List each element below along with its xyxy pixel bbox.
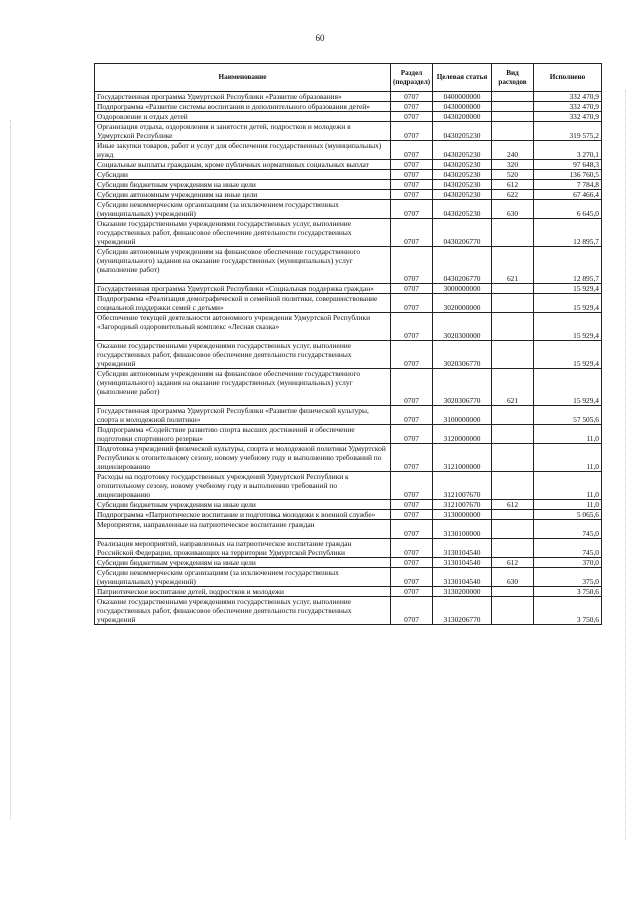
row-expense-cell	[492, 122, 534, 141]
row-amount-cell: 3 750,6	[534, 587, 602, 597]
row-expense-cell	[492, 472, 534, 500]
row-amount-cell: 11,0	[534, 472, 602, 500]
row-amount-cell: 745,0	[534, 520, 602, 539]
header-section: Раздел (подраздел)	[391, 64, 433, 92]
header-name: Наименование	[95, 64, 391, 92]
row-section-cell: 0707	[391, 247, 433, 284]
row-section-cell: 0707	[391, 472, 433, 500]
table-header-row	[95, 64, 602, 92]
row-expense-cell	[492, 294, 534, 313]
right-margin-dots	[625, 90, 626, 840]
row-article-cell: 3130104540	[433, 558, 492, 568]
row-name-cell: Подпрограмма «Развитие системы воспитания и дополнительного образования детей»	[95, 102, 391, 112]
table-row	[95, 122, 602, 141]
row-amount-cell: 15 929,4	[534, 369, 602, 406]
row-expense-cell	[492, 341, 534, 369]
row-name-cell: Субсидии автономным учреждениям на финансовое обеспечение государственного (муниципального) задания на оказание государственных (муниципальных) услуг (выполнение работ)	[95, 247, 391, 284]
row-expense-cell: 621	[492, 369, 534, 406]
table-row	[95, 160, 602, 170]
row-expense-cell	[492, 539, 534, 558]
table-body	[95, 92, 602, 625]
row-name-cell: Реализация мероприятий, направленных на патриотическое воспитание граждан Российской Федерации, проживающих на территории Удмуртской Республики	[95, 539, 391, 558]
row-section-cell: 0707	[391, 190, 433, 200]
table-row	[95, 341, 602, 369]
table-row	[95, 500, 602, 510]
row-amount-cell: 97 648,3	[534, 160, 602, 170]
row-section-cell: 0707	[391, 406, 433, 425]
row-article-cell: 3020306770	[433, 341, 492, 369]
row-expense-cell	[492, 510, 534, 520]
row-section-cell: 0707	[391, 92, 433, 102]
row-amount-cell: 12 895,7	[534, 247, 602, 284]
row-expense-cell	[492, 313, 534, 341]
header-article: Целевая статья	[433, 64, 492, 92]
row-section-cell: 0707	[391, 294, 433, 313]
row-name-cell: Государственная программа Удмуртской Республики «Социальная поддержка граждан»	[95, 284, 391, 294]
row-article-cell: 0430000000	[433, 102, 492, 112]
row-section-cell: 0707	[391, 200, 433, 219]
row-amount-cell: 12 895,7	[534, 219, 602, 247]
row-section-cell: 0707	[391, 341, 433, 369]
row-name-cell: Организация отдыха, оздоровления и занятости детей, подростков и молодежи в Удмуртской Республике	[95, 122, 391, 141]
page-number: 60	[315, 33, 325, 43]
table-row	[95, 444, 602, 472]
row-amount-cell: 136 760,5	[534, 170, 602, 180]
row-amount-cell: 57 505,6	[534, 406, 602, 425]
row-section-cell: 0707	[391, 160, 433, 170]
row-expense-cell: 520	[492, 170, 534, 180]
table-row	[95, 102, 602, 112]
table-row	[95, 294, 602, 313]
row-amount-cell: 7 784,8	[534, 180, 602, 190]
row-section-cell: 0707	[391, 313, 433, 341]
row-expense-cell	[492, 520, 534, 539]
row-section-cell: 0707	[391, 284, 433, 294]
table-row	[95, 92, 602, 102]
row-amount-cell: 15 929,4	[534, 341, 602, 369]
row-name-cell: Субсидии бюджетным учреждениям на иные цели	[95, 500, 391, 510]
row-article-cell: 3130000000	[433, 510, 492, 520]
table-row	[95, 472, 602, 500]
row-article-cell: 0430205230	[433, 170, 492, 180]
header-expense: Вид расходов	[492, 64, 534, 92]
row-amount-cell: 11,0	[534, 500, 602, 510]
row-name-cell: Субсидии автономным учреждениям на иные цели	[95, 190, 391, 200]
row-amount-cell: 5 065,6	[534, 510, 602, 520]
row-article-cell: 0430206770	[433, 219, 492, 247]
row-section-cell: 0707	[391, 141, 433, 160]
row-name-cell: Субсидии	[95, 170, 391, 180]
row-article-cell: 0430205230	[433, 190, 492, 200]
row-name-cell: Субсидии автономным учреждениям на финансовое обеспечение государственного (муниципального) задания на оказание государственных (муниципальных) услуг (выполнение работ)	[95, 369, 391, 406]
row-section-cell: 0707	[391, 539, 433, 558]
row-name-cell: Мероприятия, направленные на патриотическое воспитание граждан	[95, 520, 391, 539]
row-name-cell: Расходы на подготовку государственных учреждений Удмуртской Республики к отопительному сезону, новому учебному году и выполнению требований по лицензированию	[95, 472, 391, 500]
row-section-cell: 0707	[391, 170, 433, 180]
row-section-cell: 0707	[391, 112, 433, 122]
row-article-cell: 0430205230	[433, 180, 492, 190]
row-article-cell: 3121007670	[433, 500, 492, 510]
row-section-cell: 0707	[391, 425, 433, 444]
row-section-cell: 0707	[391, 510, 433, 520]
row-expense-cell: 612	[492, 558, 534, 568]
budget-execution-table	[94, 63, 602, 625]
row-name-cell: Субсидии бюджетным учреждениям на иные цели	[95, 180, 391, 190]
row-expense-cell	[492, 102, 534, 112]
row-name-cell: Оказание государственными учреждениями государственных услуг, выполнение государственных работ, финансовое обеспечение деятельности государственных учреждений	[95, 219, 391, 247]
row-section-cell: 0707	[391, 444, 433, 472]
row-section-cell: 0707	[391, 520, 433, 539]
row-section-cell: 0707	[391, 180, 433, 190]
row-name-cell: Субсидии некоммерческим организациям (за исключением государственных (муниципальных) учреждений)	[95, 568, 391, 587]
row-name-cell: Подпрограмма «Содействие развитию спорта высших достижений и обеспечение подготовки спортивного резерва»	[95, 425, 391, 444]
row-expense-cell	[492, 597, 534, 625]
table-row	[95, 141, 602, 160]
row-amount-cell: 745,0	[534, 539, 602, 558]
table-row	[95, 425, 602, 444]
row-article-cell: 3121007670	[433, 472, 492, 500]
row-name-cell: Субсидии некоммерческим организациям (за исключением государственных (муниципальных) учреждений)	[95, 200, 391, 219]
row-expense-cell	[492, 444, 534, 472]
row-section-cell: 0707	[391, 102, 433, 112]
row-article-cell: 3020300000	[433, 313, 492, 341]
row-expense-cell: 630	[492, 200, 534, 219]
table-row	[95, 190, 602, 200]
row-amount-cell: 319 575,2	[534, 122, 602, 141]
row-expense-cell: 320	[492, 160, 534, 170]
table-row	[95, 180, 602, 190]
table-row	[95, 568, 602, 587]
row-article-cell: 3130206770	[433, 597, 492, 625]
row-name-cell: Оказание государственными учреждениями государственных услуг, выполнение государственных работ, финансовое обеспечение деятельности государственных учреждений	[95, 597, 391, 625]
row-article-cell: 0430206770	[433, 247, 492, 284]
row-article-cell: 3130104540	[433, 539, 492, 558]
row-article-cell: 3020306770	[433, 369, 492, 406]
table-row	[95, 510, 602, 520]
row-amount-cell: 67 466,4	[534, 190, 602, 200]
row-article-cell: 3120000000	[433, 425, 492, 444]
row-article-cell: 3130104540	[433, 568, 492, 587]
row-name-cell: Оздоровление и отдых детей	[95, 112, 391, 122]
row-expense-cell	[492, 587, 534, 597]
table-row	[95, 112, 602, 122]
row-article-cell: 3100000000	[433, 406, 492, 425]
table-row	[95, 597, 602, 625]
table-row	[95, 520, 602, 539]
row-amount-cell: 11,0	[534, 425, 602, 444]
row-article-cell: 0430205230	[433, 200, 492, 219]
left-margin-dots	[10, 120, 11, 820]
row-expense-cell	[492, 425, 534, 444]
row-article-cell: 3130200000	[433, 587, 492, 597]
row-name-cell: Оказание государственными учреждениями государственных услуг, выполнение государственных работ, финансовое обеспечение деятельности государственных учреждений	[95, 341, 391, 369]
row-expense-cell	[492, 219, 534, 247]
row-article-cell: 3000000000	[433, 284, 492, 294]
row-article-cell: 0430205230	[433, 160, 492, 170]
row-expense-cell: 630	[492, 568, 534, 587]
table-row	[95, 170, 602, 180]
table-row	[95, 558, 602, 568]
table-row	[95, 200, 602, 219]
row-name-cell: Подготовка учреждений физической культуры, спорта и молодежной политики Удмуртской Республики к отопительному сезону, новому учебному году и выполнению требований по лицензированию	[95, 444, 391, 472]
row-section-cell: 0707	[391, 568, 433, 587]
row-section-cell: 0707	[391, 558, 433, 568]
row-amount-cell: 11,0	[534, 444, 602, 472]
row-name-cell: Государственная программа Удмуртской Республики «Развитие образования»	[95, 92, 391, 102]
row-article-cell: 0430205230	[433, 141, 492, 160]
row-expense-cell: 622	[492, 190, 534, 200]
row-section-cell: 0707	[391, 369, 433, 406]
row-expense-cell: 240	[492, 141, 534, 160]
row-expense-cell: 621	[492, 247, 534, 284]
table-row	[95, 284, 602, 294]
row-amount-cell: 375,0	[534, 568, 602, 587]
row-expense-cell	[492, 406, 534, 425]
row-expense-cell: 612	[492, 180, 534, 190]
row-amount-cell: 3 750,6	[534, 597, 602, 625]
table-row	[95, 406, 602, 425]
table-row	[95, 587, 602, 597]
row-amount-cell: 15 929,4	[534, 284, 602, 294]
row-name-cell: Субсидии бюджетным учреждениям на иные цели	[95, 558, 391, 568]
row-expense-cell	[492, 92, 534, 102]
row-section-cell: 0707	[391, 122, 433, 141]
row-amount-cell: 332 470,9	[534, 112, 602, 122]
row-amount-cell: 370,0	[534, 558, 602, 568]
row-article-cell: 0430200000	[433, 112, 492, 122]
row-article-cell: 3130100000	[433, 520, 492, 539]
table-row	[95, 369, 602, 406]
table-row	[95, 219, 602, 247]
row-name-cell: Подпрограмма «Патриотическое воспитание и подготовка молодежи к военной службе»	[95, 510, 391, 520]
row-amount-cell: 15 929,4	[534, 313, 602, 341]
row-name-cell: Подпрограмма «Реализация демографической и семейной политики, совершенствование социальной поддержки семей с детьми»	[95, 294, 391, 313]
row-amount-cell: 6 645,0	[534, 200, 602, 219]
row-article-cell: 0430205230	[433, 122, 492, 141]
row-amount-cell: 3 270,1	[534, 141, 602, 160]
row-name-cell: Обеспечение текущей деятельности автономного учреждения Удмуртской Республики «Загородный оздоровительный комплекс «Лесная сказка»	[95, 313, 391, 341]
row-name-cell: Государственная программа Удмуртской Республики «Развитие физической культуры, спорта и молодежной политики»	[95, 406, 391, 425]
row-section-cell: 0707	[391, 597, 433, 625]
row-name-cell: Иные закупки товаров, работ и услуг для обеспечения государственных (муниципальных) нужд	[95, 141, 391, 160]
row-name-cell: Патриотическое воспитание детей, подростков и молодежи	[95, 587, 391, 597]
table-row	[95, 313, 602, 341]
row-expense-cell	[492, 112, 534, 122]
row-section-cell: 0707	[391, 587, 433, 597]
table-row	[95, 247, 602, 284]
header-amount: Исполнено	[534, 64, 602, 92]
row-section-cell: 0707	[391, 500, 433, 510]
row-article-cell: 3121000000	[433, 444, 492, 472]
row-section-cell: 0707	[391, 219, 433, 247]
row-expense-cell: 612	[492, 500, 534, 510]
row-article-cell: 0400000000	[433, 92, 492, 102]
row-article-cell: 3020000000	[433, 294, 492, 313]
table-row	[95, 539, 602, 558]
row-amount-cell: 332 470,9	[534, 92, 602, 102]
row-amount-cell: 332 470,9	[534, 102, 602, 112]
row-name-cell: Социальные выплаты гражданам, кроме публичных нормативных социальных выплат	[95, 160, 391, 170]
row-amount-cell: 15 929,4	[534, 294, 602, 313]
row-expense-cell	[492, 284, 534, 294]
